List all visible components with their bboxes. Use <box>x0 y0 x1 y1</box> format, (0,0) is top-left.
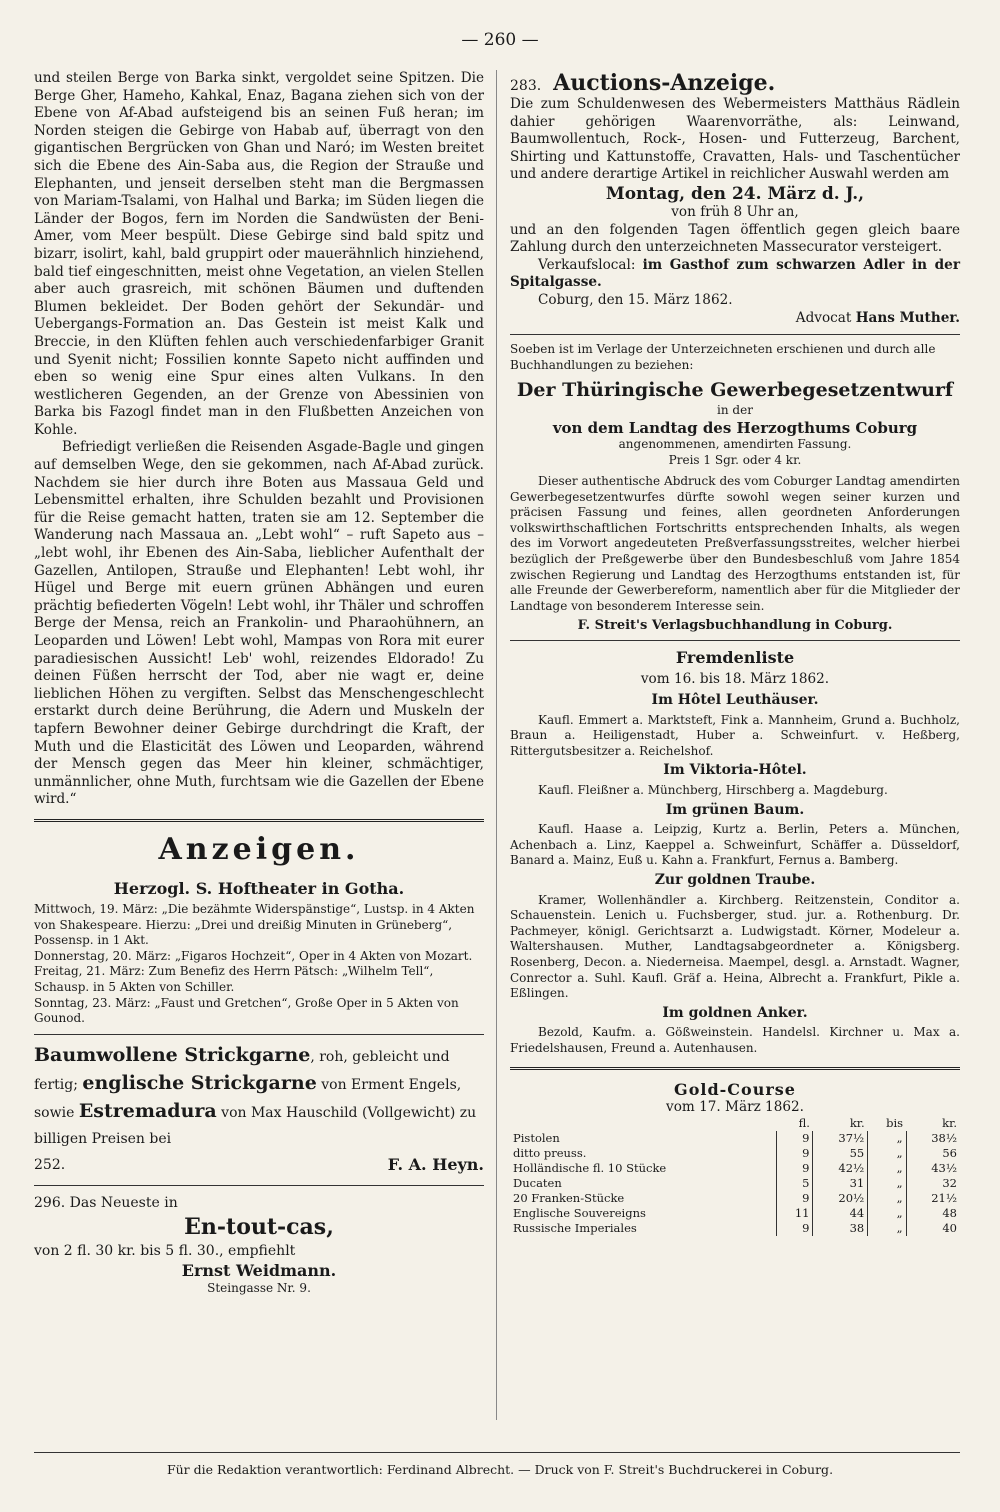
right-column <box>510 70 960 1236</box>
page-number: — 260 — <box>461 30 539 50</box>
gold-cell: 55 <box>813 1146 868 1161</box>
gold-cell: „ <box>868 1161 906 1176</box>
auction-local: im Gasthof zum schwarzen Adler in der Spitalgasse. <box>510 256 960 291</box>
auction-local-label: Verkaufslocal: <box>538 256 636 273</box>
auction-time: von früh 8 Uhr an, <box>671 203 799 220</box>
anzeigen-heading: Anzeigen. <box>158 831 360 867</box>
story-paragraph-1: und steilen Berge von Barka sinkt, vergoldet seine Spitzen. Die Berge Gher, Hameho, Kahkal, Enaz, Bagana ziehen sich von der Ebene von Af-Abad aufsteigend bis an seinen Fuß heran; im Norden steigen die Gebirge von Habab auf, überragt von den gigantischen Bergrücken von Ghan und Naró; im Westen breitet sich die Ebene des Ain-Saba aus, die Region der Strauße und Elephanten, und jenseit derselben steht man die Bergmassen von Mariam-Tsalami, von Halhal und Barka; im Süden liegen die Länder der Bogos, fern im Norden die Sandwüsten der Beni-Amer, vom Meer bespült. Diese Gebirge sind bald spitz und bizarr, isolirt, kahl, bald gruppirt oder mauerähnlich hinziehend, bald tief eingeschnitten, meist ohne Vegetation, an vielen Stellen aber auch grasreich, mit schönen Bäumen und duftenden Blumen bekleidet. Der Boden gehört der Sekundär- und Uebergangs-Formation an. Das Gestein ist meist Kalk und Breccie, in den Klüften fehlen auch verschiedenfarbiger Granit und Syenit nicht; Fossilien konnte Sapeto nicht auffinden und eben so wenig eine Spur eines alten Vulkans. In den westlicheren Gegenden, an der Grenze von Abessinien von Barka bis Fazogl findet man in den Flußbetten Anzeichen von Kohle. <box>34 70 484 438</box>
ad-divider <box>34 1185 484 1186</box>
fremd-section <box>510 693 960 759</box>
book-intro: Soeben ist im Verlage der Unterzeichneten erschienen und durch alle Buchhandlungen zu beziehen: <box>510 342 936 372</box>
strick-sign-row <box>34 1152 484 1178</box>
book-subtitle: von dem Landtag des Herzogthums Coburg <box>552 418 918 437</box>
fremd-section-text: Bezold, Kaufm. a. Gößweinstein. Handelsl. Kirchner u. Max a. Friedelshausen, Freund a. Autenhausen. <box>510 1025 960 1055</box>
book-firm: F. Streit's Verlagsbuchhandlung in Coburg. <box>577 618 893 634</box>
gold-course <box>510 1080 960 1237</box>
entoutcas-address: Steingasse Nr. 9. <box>207 1280 311 1295</box>
fremd-section-heading: Im grünen Baum. <box>665 801 805 818</box>
gold-cell: Englische Souvereigns <box>513 1206 646 1221</box>
auction-sign-name: Hans Muther. <box>855 309 960 326</box>
gold-cell: 9 <box>777 1131 813 1146</box>
strickgarne-ad <box>34 1042 484 1178</box>
book-title: Der Thüringische Gewerbegesetzentwurf <box>516 379 954 402</box>
entoutcas-price: von 2 fl. 30 kr. bis 5 fl. 30., empfiehlt <box>34 1242 296 1259</box>
fremdenliste <box>510 648 960 1056</box>
entoutcas-firm: Ernst Weidmann. <box>181 1260 337 1280</box>
table-row <box>510 1131 960 1146</box>
gold-cell: 38 <box>813 1221 868 1236</box>
strick-text-1: , roh, gebleicht und fertig; <box>34 1048 450 1093</box>
fremd-section-heading: Zur goldnen Traube. <box>654 871 816 888</box>
entoutcas-title: En-tout-cas, <box>184 1213 334 1240</box>
table-row <box>510 1176 960 1191</box>
gold-cell: 20½ <box>813 1191 868 1206</box>
fremd-section-text: Kaufl. Emmert a. Marktsteft, Fink a. Mannheim, Grund a. Buchholz, Braun a. Heiligenstadt, Huber a. Schweinfurt. v. Heßberg, Rittergutsbesitzer a. Reichelshof. <box>510 712 960 758</box>
gold-cell: 11 <box>777 1206 813 1221</box>
strick-heading-3: Estremadura <box>78 1099 217 1122</box>
gold-cell: 9 <box>777 1191 813 1206</box>
gold-header: fl. <box>798 1116 810 1131</box>
auction-place: Coburg, den 15. März 1862. <box>538 291 733 308</box>
fremd-section <box>510 1006 960 1057</box>
fremd-section-heading: Im goldnen Anker. <box>662 1004 808 1021</box>
theater-line: Donnerstag, 20. März: „Figaros Hochzeit“, Oper in 4 Akten von Mozart. <box>34 948 473 963</box>
footer-rule <box>34 1452 960 1453</box>
book-subtitle-2: angenommenen, amendirten Fassung. <box>618 436 852 451</box>
gold-cell: 21½ <box>906 1191 960 1206</box>
fremd-section <box>510 873 960 1002</box>
table-row <box>510 1146 960 1161</box>
table-row <box>510 1206 960 1221</box>
fremd-section <box>510 803 960 869</box>
auction-ad <box>510 70 960 327</box>
auction-date: Montag, den 24. März d. J., <box>605 183 865 204</box>
entoutcas-number: 296. <box>34 1194 66 1211</box>
fremd-section <box>510 763 960 798</box>
gold-table <box>510 1116 960 1236</box>
gold-cell: „ <box>868 1146 906 1161</box>
gold-cell: 5 <box>777 1176 813 1191</box>
gold-cell: „ <box>868 1191 906 1206</box>
fremd-section-heading: Im Hôtel Leuthäuser. <box>651 692 819 709</box>
fremd-section-text: Kaufl. Fleißner a. Münchberg, Hirschberg a. Magdeburg. <box>538 783 888 797</box>
left-column <box>34 70 484 1296</box>
strick-heading-2: englische Strickgarne <box>82 1071 317 1094</box>
gold-cell: Ducaten <box>513 1176 562 1191</box>
book-in: in der <box>717 403 753 418</box>
gold-cell: „ <box>868 1131 906 1146</box>
gold-cell: 48 <box>906 1206 960 1221</box>
gold-cell: 56 <box>906 1146 960 1161</box>
ad-divider <box>34 1034 484 1035</box>
theater-list <box>34 902 484 1027</box>
fremd-title: Fremdenliste <box>675 648 795 668</box>
gold-cell: 37½ <box>813 1131 868 1146</box>
auction-text: Die zum Schuldenwesen des Webermeisters Matthäus Rädlein dahier gehörigen Waarenvorräthe, als: Leinwand, Baumwollentuch, Rock-, Hosen- und Futterzeug, Barchent, Shirting und Kattunstoffe, Cravatten, Hals- und Taschentücher und andere derartige Artikel in reichlicher Auswahl werden am <box>510 96 960 183</box>
gold-cell: 42½ <box>813 1161 868 1176</box>
auction-text-2: und an den folgenden Tagen öffentlich gegen gleich baare Zahlung durch den unterzeichneten Massecurator versteigert. <box>510 221 960 256</box>
strick-text-3: von Max Hauschild (Vollgewicht) zu billigen Preisen bei <box>34 1104 477 1147</box>
book-text: Dieser authentische Abdruck des vom Coburger Landtag amendirten Gewerbegesetzentwurfes dürfte sowohl wegen seiner kurzen und präcisen Fassung und feines, allen geordneten Anforderungen volkswirthschaftlichen Fortschritts entsprechenden Inhalts, als wegen des im Vorwort angedeuteten Preßverfassungsstreites, welcher hierbei bezüglich der Preßgewerbe über den Bundesbeschluß vom Jahre 1854 zwischen Regierung und Landtag des Herzogthums entstanden ist, für alle Freunde der Gewerbereform, namentlich aber für die Mitglieder der Landtage von besonderem Interesse sein. <box>510 474 960 613</box>
fremd-section-heading: Im Viktoria-Hôtel. <box>663 762 807 779</box>
gold-cell: 32 <box>906 1176 960 1191</box>
book-price: Preis 1 Sgr. oder 4 kr. <box>668 452 802 467</box>
ad-divider <box>510 640 960 641</box>
gold-cell: 31 <box>813 1176 868 1191</box>
page-footer: Für die Redaktion verantwortlich: Ferdinand Albrecht. — Druck von F. Streit's Buchdruckerei in Coburg. <box>166 1462 834 1477</box>
gold-cell: „ <box>868 1176 906 1191</box>
gold-date: vom 17. März 1862. <box>666 1098 804 1115</box>
entoutcas-ad <box>34 1193 484 1297</box>
gold-header: kr. <box>849 1116 865 1131</box>
theater-line: Freitag, 21. März: Zum Benefiz des Herrn Pätsch: „Wilhelm Tell“, Schausp. in 5 Akten von Schiller. <box>34 964 434 994</box>
gold-cell: Holländische fl. 10 Stücke <box>513 1161 667 1176</box>
fremd-section-text: Kaufl. Haase a. Leipzig, Kurtz a. Berlin, Peters a. München, Achenbach a. Linz, Kaeppel a. Schweinfurt, Schäffer a. Düsseldorf, Banard a. Mainz, Euß u. Kahn a. Frankfurt, Fernus a. Bamberg. <box>510 822 960 868</box>
book-ad <box>510 342 960 633</box>
auction-sign-title: Advocat <box>795 309 852 326</box>
auction-number: 283. <box>510 78 542 94</box>
fremd-section-text: Kramer, Wollenhändler a. Kirchberg. Reitzenstein, Conditor a. Schauenstein. Lenich u. Fuchsberger, stud. jur. a. Rothenburg. Dr. Pachmeyer, königl. Gerichtsarzt a. Ludwigstadt. Körner, Modeleur a. Waltershausen. Muther, Landtagsabgeordneter a. Königsberg. Rosenberg, Decon. a. Niederneisa. Maempel, desgl. a. Arnstadt. Wagner, Conrector a. Suhl. Kaufl. Gräf a. Heina, Albrecht a. Frankfurt, Pikle a. Eßlingen. <box>510 892 960 1001</box>
gold-header: bis <box>886 1116 904 1131</box>
gold-cell: 20 Franken-Stücke <box>513 1191 625 1206</box>
gold-title: Gold-Course <box>674 1079 796 1099</box>
table-row <box>510 1221 960 1236</box>
table-row <box>510 1161 960 1176</box>
gold-cell: 44 <box>813 1206 868 1221</box>
strick-text-2: von Erment Engels, sowie <box>34 1076 462 1121</box>
gold-cell: 43½ <box>906 1161 960 1176</box>
gold-cell: 9 <box>777 1146 813 1161</box>
gold-cell: „ <box>868 1221 906 1236</box>
entoutcas-intro: Das Neueste in <box>69 1194 178 1211</box>
gold-cell: 9 <box>777 1221 813 1236</box>
column-divider <box>496 70 497 1420</box>
gold-cell: 38½ <box>906 1131 960 1146</box>
gold-cell: ditto preuss. <box>513 1146 587 1161</box>
theater-line: Sonntag, 23. März: „Faust und Gretchen“, Große Oper in 5 Akten von Gounod. <box>34 995 459 1026</box>
gold-cell: Pistolen <box>513 1131 560 1146</box>
auction-title: Auctions-Anzeige. <box>553 70 776 96</box>
table-row <box>510 1191 960 1206</box>
gold-cell: „ <box>868 1206 906 1221</box>
strick-heading-1: Baumwollene Strickgarne <box>34 1043 311 1066</box>
section-divider <box>510 1067 960 1070</box>
theater-line: Mittwoch, 19. März: „Die bezähmte Widerspänstige“, Lustsp. in 4 Akten von Shakespeare. Hierzu: „Drei und dreißig Minuten in Grüneberg“, Possensp. in 1 Akt. <box>34 901 475 948</box>
strick-firm: F. A. Heyn. <box>387 1154 484 1174</box>
ad-divider <box>510 334 960 335</box>
gold-header: kr. <box>942 1116 957 1131</box>
section-divider <box>34 819 484 822</box>
fremd-date: vom 16. bis 18. März 1862. <box>640 671 830 688</box>
strick-number: 252. <box>34 1156 66 1173</box>
gold-header-row <box>510 1116 960 1131</box>
gold-cell: Russische Imperiales <box>513 1221 637 1236</box>
gold-cell: 40 <box>906 1221 960 1236</box>
gold-cell: 9 <box>777 1161 813 1176</box>
story-paragraph-2: Befriedigt verließen die Reisenden Asgade-Bagle und gingen auf demselben Wege, den sie gekommen, nach Af-Abad zurück. Nachdem sie hier durch ihre Boten aus Massaua Geld und Lebensmittel erhalten, ihre Schulden bezahlt und Provisionen für die Reise gemacht hatten, traten sie am 12. September die Wanderung nach Massaua an. „Lebt wohl“ – ruft Sapeto aus – „lebt wohl, ihr Ebenen des Ain-Saba, lieblicher Aufenthalt der Gazellen, Antilopen, Strauße und Elephanten! Lebt wohl, ihr Hügel und Berge mit euern grünen Abhängen und euren prächtig befiederten Vögeln! Lebt wohl, ihr Thäler und schroffen Berge der Mensa, reich an Frankolin- und Pharaohühnern, an Leoparden und Löwen! Lebt wohl, Mampas von Rora mit eurer paradiesischen Aussicht! Leb' wohl, reizendes Eldorado! Zu deinen Füßen herrscht der Tod, aber nie wagt er, deine lieblichen Höhen zu vergiften. Selbst das Menschengeschlecht erstarkt durch deine Berührung, die Adern und Muskeln der tapfern Bewohner deiner Gebirge durchdringt die Kraft, der Muth und die Elasticität des Löwen und Leoparden, während der Mensch gegen das Meer hin kleiner, schmächtiger, unmännlicher, ohne Muth, furchtsam wie die Gazellen der Ebene wird.“ <box>34 439 484 808</box>
theater-title: Herzogl. S. Hoftheater in Gotha. <box>113 878 405 898</box>
